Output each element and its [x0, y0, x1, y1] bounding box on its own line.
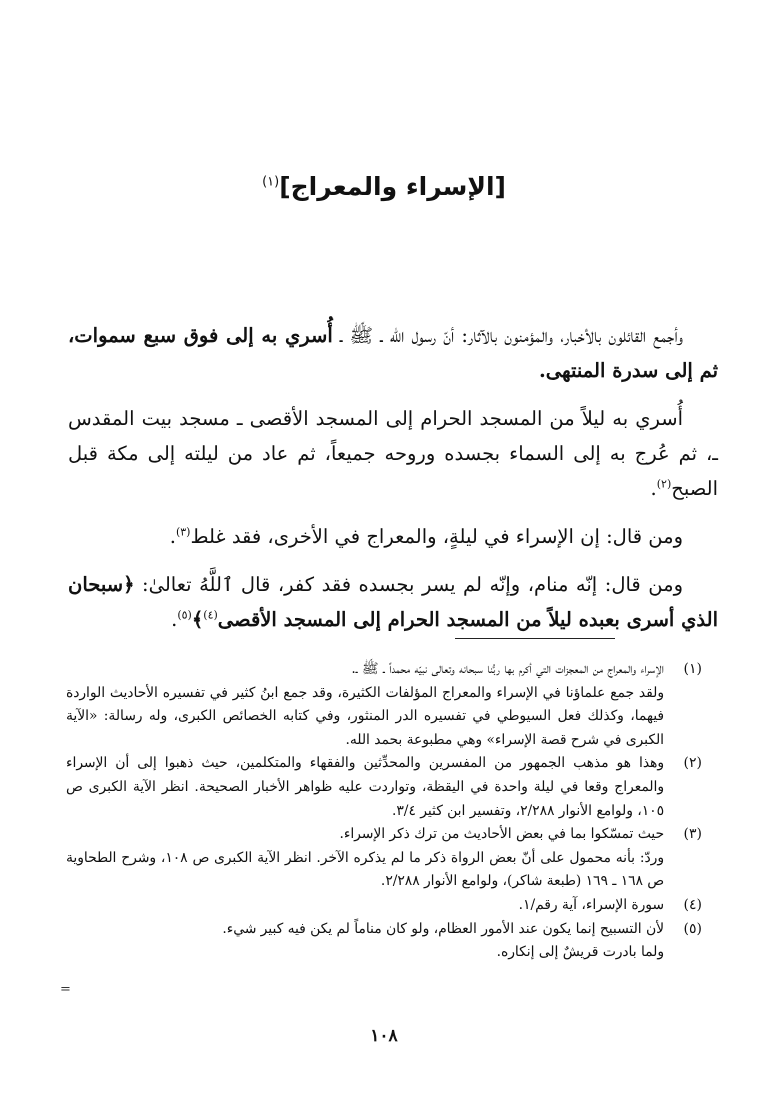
paragraph-3-end: . — [169, 525, 176, 548]
footnote-divider — [455, 638, 615, 639]
quran-verse: ﴿سبحان الذي أسرى بعبده ليلاً من المسجد الحرام إلى المسجد الأقصى — [68, 573, 718, 631]
footnote-4 — [66, 894, 702, 918]
footnote-line: حيث تمسّكوا بما في بعض الأحاديث من ترك ذكر الإسراء. — [339, 826, 664, 843]
footnote-ref-2[interactable]: (٢) — [656, 477, 672, 491]
footnotes — [66, 658, 702, 965]
paragraph-3-text: ومن قال: إن الإسراء في ليلةٍ، والمعراج في الأخرى، فقد غلط — [190, 525, 683, 548]
paragraph-1-bold: أُسري به إلى فوق سبع سموات، ثم إلى سدرة المنتهى. — [68, 324, 718, 382]
title-footnote-ref[interactable]: (١) — [262, 174, 280, 190]
section-title-text: [الإسراء والمعراج] — [279, 172, 506, 201]
footnote-line: لأن التسبيح إنما يكون عند الأمور العظام، ولو كان مناماً لم يكن فيه كبير شيء. — [222, 920, 664, 937]
footnote-line: وردّ: بأنه محمول على أنّ بعض الرواة ذكر ما لم يذكره الآخر. انظر الآية الكبرى ص ١٠٨، وشرح الطحاوية ص ١٦٨ ـ ١٦٩ (طبعة شاكر)، ولوامع الأنوار ٢/٢٨٨. — [66, 849, 664, 890]
footnote-5 — [66, 918, 702, 965]
continuation-mark: = — [60, 982, 71, 997]
page-number: ١٠٨ — [370, 1026, 398, 1046]
footnote-body — [66, 894, 664, 918]
paragraph-2-end: . — [650, 477, 657, 500]
footnote-number: (٣) — [683, 826, 702, 843]
footnote-number: (٢) — [683, 755, 702, 772]
footnote-line: وهذا هو مذهب الجمهور من المفسرين والمحدِّثين والفقهاء والمتكلمين، حيث ذهبوا إلى أن الإسراء والمعراج وقعا في ليلة واحدة في اليقظة، وتواردت عليه ظواهر الأخبار الصحيحة. انظر الآية الكبرى ص ١٠٥، ولوامع الأنوار ٢/٢٨٨، وتفسير ابن كثير ٣/٤. — [66, 755, 664, 819]
verse-close-bracket: ﴾ — [191, 608, 204, 631]
paragraph-4-text: ومن قال: إنّه منام، وإنّه لم يسر بجسده فقد كفر، قال ٱللَّهُ تعالىٰ: — [134, 573, 683, 596]
section-title — [0, 172, 768, 201]
footnote-line: ولما بادرت قريشٌ إلى إنكاره. — [496, 944, 664, 961]
paragraph-4 — [68, 567, 718, 637]
footnote-body — [66, 918, 664, 965]
paragraph-4-end: . — [171, 608, 178, 631]
main-text — [68, 318, 718, 637]
footnote-ref-4[interactable]: (٤) — [203, 608, 218, 622]
paragraph-2-text: أُسري به ليلاً من المسجد الحرام إلى المسجد الأقصى ـ مسجد بيت المقدس ـ، ثم عُرج به إلى السماء بجسده وروحه جميعاً، ثم عاد من ليلته إلى مكة قبل الصبح — [68, 407, 718, 500]
footnote-number: (١) — [683, 661, 702, 677]
footnote-line: الإسراء والمعراج من المعجزات التي أكرم بها ربُّنا سبحانه وتعالى نبيّه محمداً ـ ﷺ ـ. — [351, 661, 664, 677]
footnote-line: ولقد جمع علماؤنا في الإسراء والمعراج المؤلفات الكثيرة، وقد جمع ابنُ كثير في تفسيره الأحاديث الواردة فيهما، وكذلك فعل السيوطي في تفسيره الدر المنثور، وفي كتابه الخصائص الكبرى، وله رسالة: «الآية الكبرى في شرح قصة الإسراء» وهي مطبوعة بحمد الله. — [66, 684, 664, 748]
paragraph-2 — [68, 401, 718, 506]
footnote-number: (٥) — [683, 920, 702, 937]
footnote-number: (٤) — [683, 896, 702, 913]
footnote-ref-5[interactable]: (٥) — [177, 608, 192, 622]
footnote-body — [66, 823, 664, 894]
paragraph-3 — [68, 519, 718, 554]
footnote-1 — [66, 658, 702, 752]
footnote-ref-3[interactable]: (٣) — [175, 525, 191, 539]
footnote-line: سورة الإسراء، آية رقم/١. — [518, 896, 664, 913]
footnote-body — [66, 752, 664, 823]
paragraph-1-text: وأجمع القائلون بالأخبار، والمؤمنون بالآثار: أنّ رسول الله ـ ﷺ ـ — [332, 324, 683, 347]
paragraph-1 — [68, 318, 718, 388]
footnote-body — [66, 658, 664, 752]
footnote-3 — [66, 823, 702, 894]
footnote-2 — [66, 752, 702, 823]
